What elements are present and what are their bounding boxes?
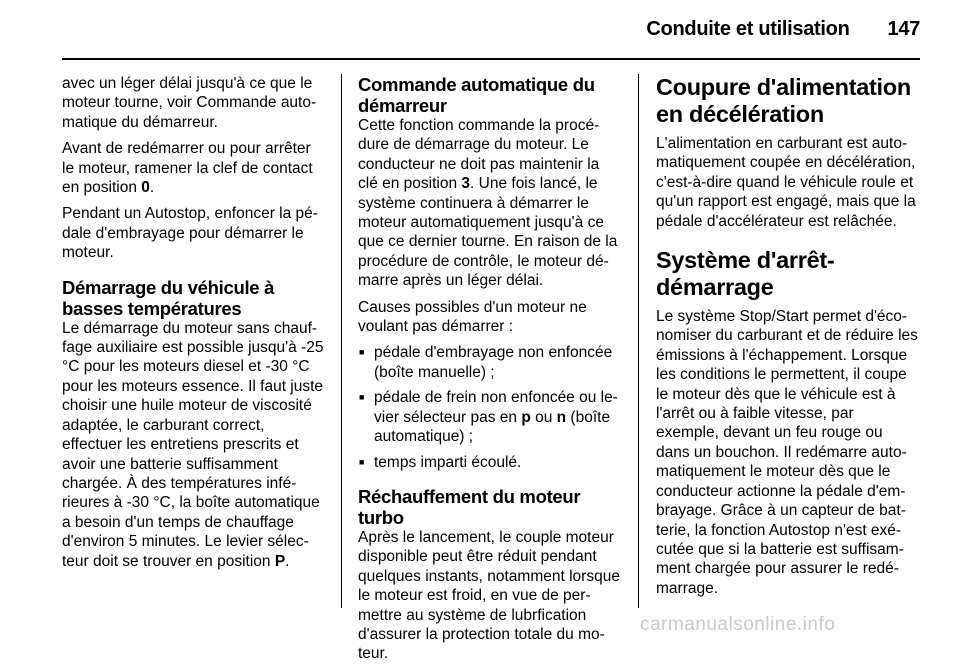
watermark: carmanualsonline.info: [640, 614, 836, 635]
column-1: [62, 74, 324, 578]
page-header: [646, 18, 920, 41]
paragraph: Pendant un Autostop, enfoncer la pédale d'embrayage pour démarrer le moteur.: [62, 205, 318, 262]
heading-turbo-warmup: Réchauffement du moteur turbo: [358, 485, 581, 528]
paragraph: Cette fonction commande la procédure de démarrage du moteur. Le conducteur ne doit pas maintenir la clé en position 3. Une fois lancé, le système continuera à démarrer le moteur automatiquement jusqu'à ce que ce dernier tourne. En raison de la procédure de contrôle, le moteur démarre après un léger délai.: [358, 117, 618, 290]
column-2: [358, 74, 622, 671]
heading-auto-starter: Commande automatique du démarreur: [358, 74, 595, 116]
paragraph: avec un léger délai jusqu'à ce que le moteur tourne, voir Commande automatique du démarreur.: [62, 75, 317, 131]
section-title: Conduite et utilisation: [646, 18, 850, 40]
column-divider: [638, 74, 639, 608]
heading-low-temperatures: Démarrage du véhicule à basses températures: [62, 276, 275, 319]
heading-fuel-cutoff: Coupure d'alimentation en décélération: [656, 74, 911, 127]
paragraph: Le démarrage du moteur sans chauffage auxiliaire est possible jusqu'à -25 °C pour les moteurs diesel et -30 °C pour les moteurs essence. Il faut juste choisir une huile moteur de viscosité adaptée, le carburant correct, effectuer les entretiens prescrits et avoir une batterie suffisamment chargée. À des températures inférieures à -30 °C, la boîte automatique a besoin d'un temps de chauffage d'environ 5 minutes. Le levier sélecteur doit se trouver en position P.: [62, 319, 324, 570]
column-divider: [341, 74, 342, 608]
bullet-list: [358, 343, 622, 471]
column-3: [656, 74, 920, 605]
paragraph: Avant de redémarrer ou pour arrêter le moteur, ramener la clef de contact en position 0.: [62, 140, 313, 197]
header-rule: [62, 58, 920, 60]
paragraph: Causes possibles d'un moteur ne voulant pas démarrer :: [358, 298, 587, 336]
paragraph: Le système Stop/Start permet d'économiser du carburant et de réduire les émissions à l'échappement. Lorsque les conditions le permettent, il coupe le moteur dès que le véhicule est à l'arrêt ou à faible vitesse, par exemple, devant un feu rouge ou dans un bouchon. Il redémarre automatiquement le moteur dès que le conducteur actionne la pédale d'embrayage. Grâce à un capteur de batterie, la fonction Autostop n'est exécutée que si la batterie est suffisamment chargée pour assurer le redémarrage.: [656, 308, 918, 597]
heading-stop-start: Système d'arrêt-démarrage: [656, 247, 835, 301]
list-item: ■ temps imparti écoulé.: [358, 453, 622, 472]
paragraph: L'alimentation en carburant est automatiquement coupée en décélération, c'est-à-dire quand le véhicule roule et qu'un rapport est engagé, mais que la pédale d'accélérateur est relâchée.: [656, 135, 916, 230]
list-item: ■ pédale d'embrayage non enfoncée (boîte manuelle) ;: [358, 343, 622, 382]
page-number: 147: [887, 18, 920, 40]
list-item: ■ pédale de frein non enfoncée ou levier sélecteur pas en p ou n (boîte automatique) ;: [358, 388, 622, 446]
paragraph: Après le lancement, le couple moteur disponible peut être réduit pendant quelques instants, notamment lorsque le moteur est froid, en vue de permettre au système de lubrfication d'assurer la protection totale du moteur.: [358, 528, 620, 663]
